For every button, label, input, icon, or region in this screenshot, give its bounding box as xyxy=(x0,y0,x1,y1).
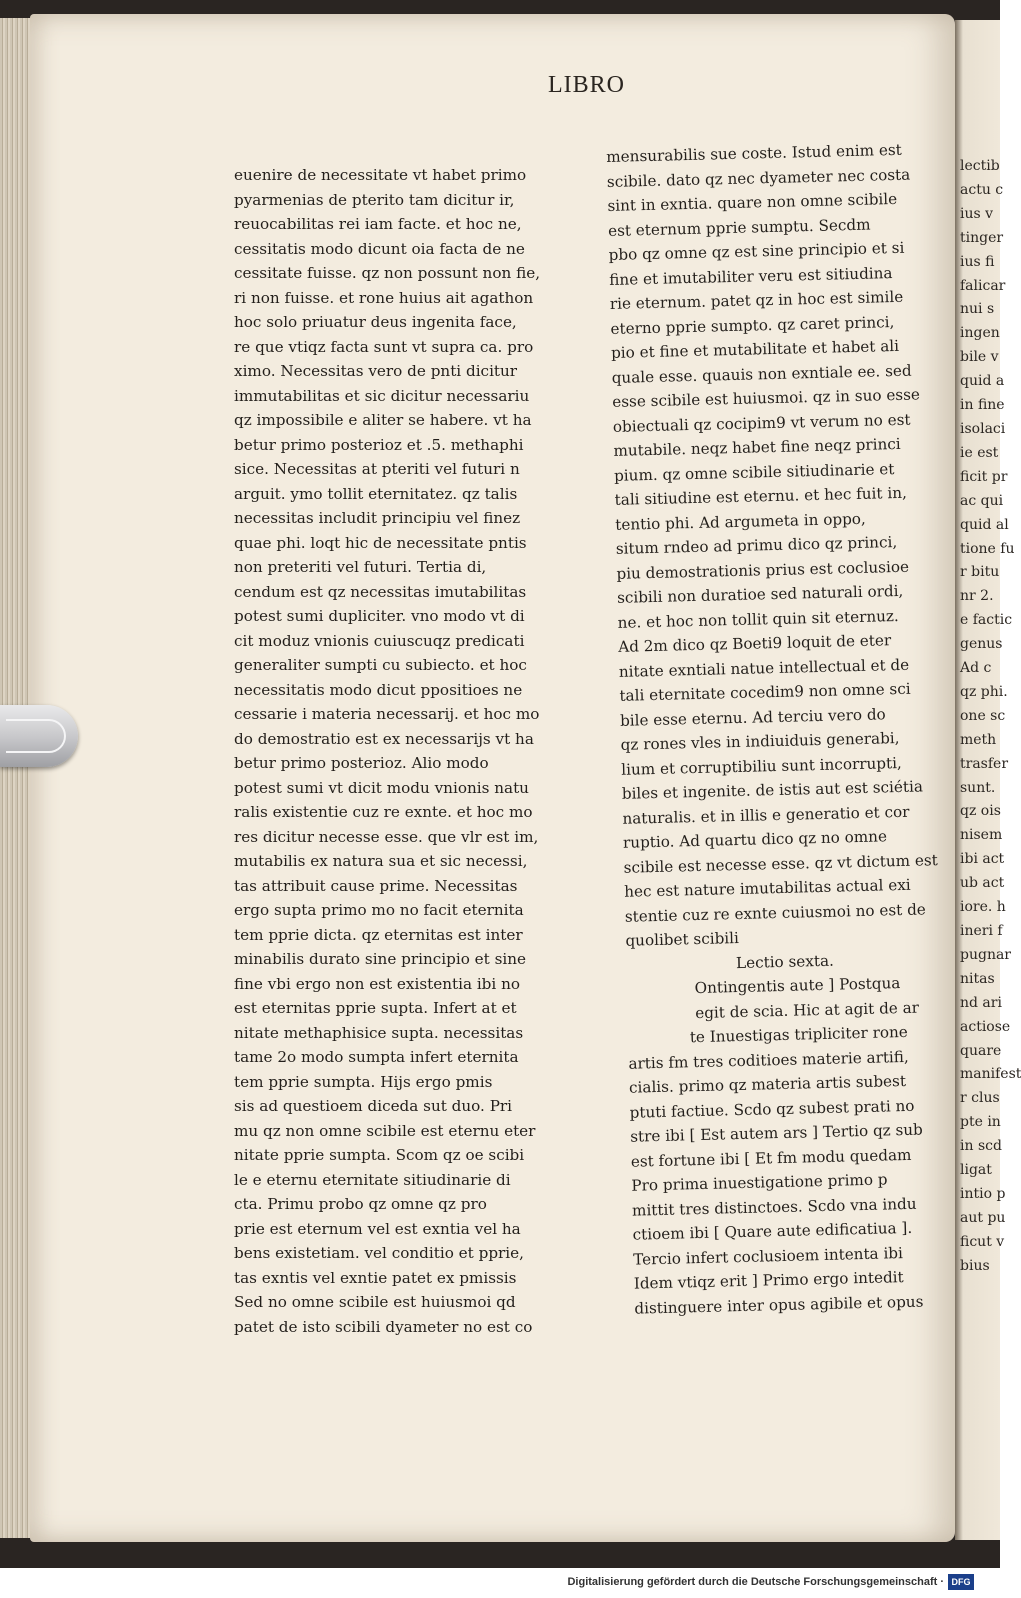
text-line: stentie cuz re exnte cuiusmoi no est de xyxy=(624,899,926,926)
text-line: hoc solo priuatur deus ingenita face, xyxy=(234,313,517,331)
funding-credit: Digitalisierung gefördert durch die Deutsche Forschungsgemeinschaft · xyxy=(567,1576,944,1588)
text-line: quale esse. quauis non exntiale ee. sed xyxy=(611,361,912,387)
text-line: ctioem ibi [ Quare aute edificatiua ]. xyxy=(632,1218,913,1244)
text-line: cta. Primu probo qz omne qz pro xyxy=(234,1195,487,1213)
fragment-line: isolaci xyxy=(960,420,1006,437)
text-line: potest sumi dupliciter. vno modo vt di xyxy=(234,607,525,625)
text-line: sice. Necessitas at pteriti vel futuri n xyxy=(234,460,520,478)
text-line: Idem vtiqz erit ] Primo ergo intedit xyxy=(633,1268,904,1293)
text-line: cessarie i materia necessarij. et hoc mo xyxy=(234,705,540,723)
fragment-line: in fine xyxy=(960,397,1005,414)
text-line: re que vtiqz facta sunt vt supra ca. pro xyxy=(234,337,534,356)
text-line: naturalis. et in illis e generatio et cor xyxy=(622,802,910,828)
text-line: biles et ingenite. de istis aut est sciétia xyxy=(621,777,924,803)
book-page-edges xyxy=(0,18,34,1538)
text-line: pium. qz omne scibile sitiudinarie et xyxy=(613,459,895,485)
text-line: Ontingentis aute ] Postqua xyxy=(694,974,901,998)
dfg-logo-icon: DFG xyxy=(948,1574,974,1590)
text-line: mensurabilis sue coste. Istud enim est xyxy=(606,140,902,166)
fragment-line: e factic xyxy=(960,612,1013,629)
fragment-line: trasfer xyxy=(960,755,1009,772)
text-line: est fortune ibi [ Et fm modu quedam xyxy=(630,1145,912,1171)
fragment-line: tinger xyxy=(960,229,1004,246)
text-line: hec est nature imutabilitas actual exi xyxy=(624,875,911,901)
fragment-line: intio p xyxy=(960,1185,1006,1202)
fragment-line: r bitu xyxy=(960,564,1000,581)
fragment-line: in scd xyxy=(960,1138,1002,1155)
text-line: pyarmenias de pterito tam dicitur ir, xyxy=(234,190,515,209)
text-line: euenire de necessitate vt habet primo xyxy=(234,166,527,184)
fragment-line: actiose xyxy=(960,1018,1011,1035)
text-line: bens existetiam. vel conditio et pprie, xyxy=(234,1244,524,1262)
fragment-line: ineri f xyxy=(960,923,1003,939)
text-line: situm rndeo ad primu dico qz princi, xyxy=(615,533,898,558)
text-line: necessitatis modo dicut ppositioes ne xyxy=(234,680,523,699)
text-line: mittit tres distinctoes. Scdo vna indu xyxy=(631,1194,917,1220)
fragment-line: ligat xyxy=(960,1162,992,1179)
text-line: betur primo posterioz et .5. methaphi xyxy=(234,435,524,454)
text-line: patet de isto scibili dyameter no est co xyxy=(234,1317,533,1336)
text-line: nitate methaphisice supta. necessitas xyxy=(234,1023,524,1042)
fragment-line: bius xyxy=(960,1257,990,1274)
text-line: quolibet scibili xyxy=(625,928,740,950)
section-heading: Lectio sexta. xyxy=(735,951,835,972)
fragment-line: ibi act xyxy=(960,851,1005,868)
text-line: tas attribuit cause prime. Necessitas xyxy=(234,876,518,895)
text-line: le e eternu eternitate sitiudinarie di xyxy=(234,1170,511,1189)
fragment-line: ficut v xyxy=(960,1233,1005,1250)
text-line: res dicitur necesse esse. que vlr est im, xyxy=(234,827,539,846)
text-line: tem pprie sumpta. Hijs ergo pmis xyxy=(234,1072,493,1091)
text-line: tali sitiudine est eternu. et hec fuit in, xyxy=(614,483,908,509)
fragment-line: aut pu xyxy=(960,1209,1006,1226)
text-line: tame 2o modo sumpta infert eternita xyxy=(234,1048,519,1066)
fragment-line: quid a xyxy=(960,373,1005,390)
text-line: Ad 2m dico qz Boeti9 loquit de eter xyxy=(618,631,892,656)
fragment-line: qz ois xyxy=(960,803,1001,820)
left-text-column xyxy=(234,163,540,1339)
text-line: necessitas includit principiu vel finez xyxy=(234,509,521,527)
text-line: Pro prima inuestigatione primo p xyxy=(631,1170,888,1195)
text-line: qz impossibile e aliter se habere. vt ha xyxy=(234,411,532,429)
text-line: mu qz non omne scibile est eternu eter xyxy=(234,1121,536,1140)
text-line: Tercio infert coclusioem intenta ibi xyxy=(633,1243,904,1269)
fragment-line: Ad c xyxy=(960,660,992,677)
text-line: te Inuestigas tripliciter rone xyxy=(689,1022,908,1047)
text-line: prie est eternum vel est exntia vel ha xyxy=(234,1219,521,1238)
fragment-line: pte in xyxy=(960,1114,1001,1131)
text-line: cialis. primo qz materia artis subest xyxy=(628,1071,907,1097)
footer-bar xyxy=(0,1568,1000,1598)
text-line: tas exntis vel exntie patet ex pmissis xyxy=(234,1268,517,1287)
facing-page-text-fragment xyxy=(960,155,1021,1279)
text-line: cit moduz vnionis cuiuscuqz predicati xyxy=(234,631,525,650)
fragment-line: nitas xyxy=(960,970,995,987)
fragment-line: ius v xyxy=(960,205,994,222)
text-line: ri non fuisse. et rone huius ait agathon xyxy=(234,288,534,307)
text-line: fine et imutabiliter veru est sitiudina xyxy=(609,263,893,289)
text-line: piu demostrationis prius est coclusioe xyxy=(616,557,910,583)
fragment-line: one sc xyxy=(960,707,1006,724)
text-line: stre ibi [ Est autem ars ] Tertio qz sub xyxy=(630,1120,924,1146)
text-line: ergo supta primo mo no facit eternita xyxy=(234,901,524,919)
text-line: reuocabilitas rei iam facte. et hoc ne, xyxy=(234,215,522,233)
fragment-line: nr 2. xyxy=(960,588,994,605)
text-line: obiectuali qz cocipim9 vt verum no est xyxy=(612,410,911,436)
text-line: scibili non duratioe sed naturali ordi, xyxy=(616,581,904,607)
text-line: esse scibile est huiusmoi. qz in suo esse xyxy=(612,385,921,411)
right-text-column xyxy=(606,137,949,1320)
text-line: fine vbi ergo non est existentia ibi no xyxy=(234,974,521,993)
fragment-line: genus xyxy=(960,636,1003,653)
page-clip-icon xyxy=(0,705,78,767)
fragment-line: ac qui xyxy=(960,492,1004,509)
text-line: arguit. ymo tollit eternitatez. qz talis xyxy=(234,484,518,503)
fragment-line: ingen xyxy=(960,325,1000,342)
fragment-line: meth xyxy=(960,731,997,748)
text-line: scibile est necesse esse. qz vt dictum est xyxy=(623,850,938,877)
text-line: artis fm tres coditioes materie artifi, xyxy=(628,1047,909,1073)
fragment-line: quare xyxy=(960,1042,1002,1059)
text-line: distinguere inter opus agibile et opus xyxy=(634,1292,924,1318)
fragment-line: tione fu xyxy=(960,540,1015,557)
fragment-line: iore. h xyxy=(960,899,1006,916)
text-line: nitate exntiali natue intellectual et de xyxy=(618,655,910,681)
fragment-line: r clus xyxy=(960,1090,1000,1107)
text-line: lium et corruptibiliu sunt incorrupti, xyxy=(621,753,902,779)
text-line: bile esse eternu. Ad terciu vero do xyxy=(619,704,886,730)
text-line: ptuti factiue. Scdo qz subest prati no xyxy=(629,1096,915,1122)
text-line: do demostratio est ex necessarijs vt ha xyxy=(234,729,534,748)
text-line: qz rones vles in indiuiduis generabi, xyxy=(620,729,900,754)
text-line: cessitate fuisse. qz non possunt non fie, xyxy=(234,264,541,282)
text-line: pbo qz omne qz est sine principio et si xyxy=(608,238,905,264)
text-line: tentio phi. Ad argumeta in oppo, xyxy=(615,509,866,534)
text-line: tem pprie dicta. qz eternitas est inter xyxy=(234,925,523,944)
fragment-line: pugnar xyxy=(960,946,1011,963)
text-line: potest sumi vt dicit modu vnionis natu xyxy=(234,778,529,797)
text-line: immutabilitas et sic dicitur necessariu xyxy=(234,386,530,405)
text-line: nitate pprie sumpta. Scom qz oe scibi xyxy=(234,1146,525,1164)
text-line: ralis existentie cuz re exnte. et hoc mo xyxy=(234,803,533,821)
text-line: scibile. dato qz nec dyameter nec costa xyxy=(606,165,911,191)
fragment-line: qz phi. xyxy=(960,683,1008,700)
text-line: est eternitas pprie supta. Infert at et xyxy=(234,999,517,1017)
running-head: LIBRO xyxy=(548,72,625,98)
text-line: minabilis durato sine principio et sine xyxy=(234,950,527,968)
fragment-line: falicar xyxy=(960,277,1006,294)
fragment-line: ub act xyxy=(960,875,1005,892)
text-line: eterno pprie sumpto. qz caret princi, xyxy=(610,312,895,338)
text-line: ximo. Necessitas vero de pnti dicitur xyxy=(234,362,518,380)
fragment-line: ficit pr xyxy=(960,468,1008,485)
text-line: mutabile. neqz habet fine neqz princi xyxy=(613,434,901,460)
fragment-line: nd ari xyxy=(960,994,1002,1011)
fragment-line: quid al xyxy=(960,516,1009,533)
fragment-line: lectib xyxy=(960,158,1000,174)
text-line: sint in exntia. quare non omne scibile xyxy=(607,189,898,215)
text-line: quae phi. loqt hic de necessitate pntis xyxy=(234,533,527,552)
text-line: rie eternum. patet qz in hoc est simile xyxy=(609,287,904,313)
fragment-line: ie est xyxy=(960,444,999,461)
fragment-line: sunt. xyxy=(960,779,996,796)
text-line: egit de scia. Hic at agit de ar xyxy=(695,998,920,1022)
text-line: betur primo posterioz. Alio modo xyxy=(234,754,489,772)
text-line: cessitatis modo dicunt oia facta de ne xyxy=(234,239,525,258)
fragment-line: manifest xyxy=(960,1066,1021,1083)
text-line: mutabilis ex natura sua et sic necessi, xyxy=(234,852,528,870)
fragment-line: nisem xyxy=(960,827,1003,844)
fragment-line: bile v xyxy=(960,349,999,366)
text-line: est eternum pprie sumptu. Secdm xyxy=(607,215,871,240)
fragment-line: actu c xyxy=(960,181,1004,198)
fragment-line: ius fi xyxy=(960,253,995,270)
text-line: ne. et hoc non tollit quin sit eternuz. xyxy=(617,606,899,632)
text-line: ruptio. Ad quartu dico qz no omne xyxy=(622,827,888,852)
text-line: generaliter sumpti cu subiecto. et hoc xyxy=(234,656,527,674)
fragment-line: nui s xyxy=(960,301,995,318)
text-line: pio et fine et mutabilitate et habet ali xyxy=(610,336,900,362)
text-line: non preteriti vel futuri. Tertia di, xyxy=(234,558,487,576)
text-line: Sed no omne scibile est huiusmoi qd xyxy=(234,1293,516,1311)
text-line: sis ad questioem diceda sut duo. Pri xyxy=(234,1097,513,1115)
text-line: tali eternitate cocedim9 non omne sci xyxy=(619,679,911,705)
text-line: cendum est qz necessitas imutabilitas xyxy=(234,582,527,601)
